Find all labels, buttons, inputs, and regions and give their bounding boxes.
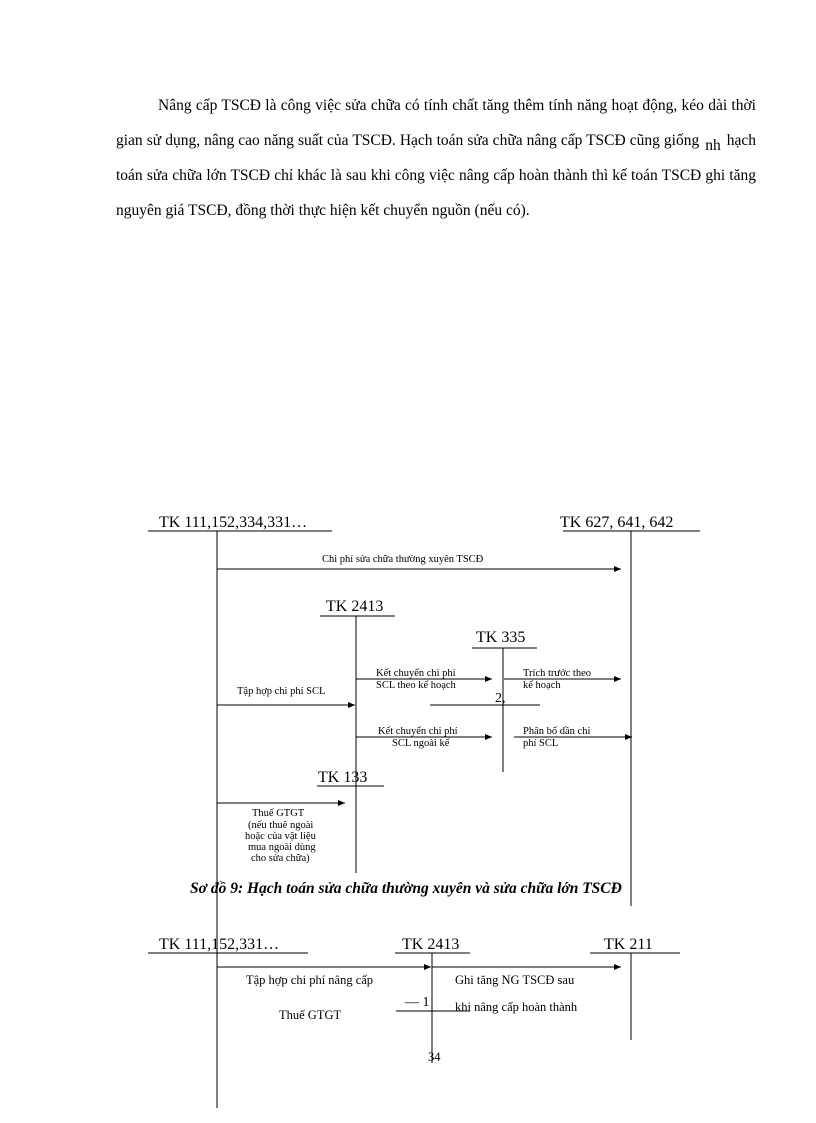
d2-label-increase-1: Ghi tăng NG TSCĐ sau bbox=[455, 973, 575, 987]
d2-label-increase-2: khi nâng cấp hoàn thành bbox=[455, 1000, 578, 1014]
d2-fragment: –– 1 bbox=[405, 995, 430, 1010]
paragraph-fragment: nh bbox=[705, 137, 721, 154]
tk335-label: TK 335 bbox=[476, 629, 526, 646]
d2-tk211-label: TK 211 bbox=[604, 936, 653, 953]
label-accrue-1: Trích trước theo bbox=[523, 668, 592, 679]
label-collect-scl: Tập hợp chi phí SCL bbox=[237, 686, 326, 697]
label-transfer-unplanned-2: SCL ngoài kế bbox=[392, 738, 450, 749]
page-number: 34 bbox=[428, 1050, 441, 1064]
tk2413-label: TK 2413 bbox=[326, 598, 384, 615]
fragment-2: 2, bbox=[495, 691, 506, 706]
label-regular-repair: Chi phí sửa chữa thường xuyên TSCĐ bbox=[322, 554, 484, 565]
label-transfer-plan-2: SCL theo kế hoạch bbox=[376, 680, 456, 691]
label-vat-3: hoặc của vật liệu bbox=[245, 831, 316, 842]
label-vat-1: Thuế GTGT bbox=[252, 808, 305, 819]
paragraph-text-part-2: hạch toán sửa chữa lớn TSCĐ chỉ khác là sau khi công việc nâng cấp hoàn thành thì kế toán TSCĐ ghi tăng nguyên giá TSCĐ, đồng thời thực hiện kết chuyển nguồn (nếu có). bbox=[116, 132, 756, 219]
label-allocate-2: phí SCL bbox=[523, 738, 559, 749]
d2-tk2413-label: TK 2413 bbox=[402, 936, 460, 953]
diagram-caption: Sơ đồ 9: Hạch toán sửa chữa thường xuyên và sửa chữa lớn TSCĐ bbox=[190, 880, 622, 897]
tk133-label: TK 133 bbox=[318, 769, 368, 786]
d2-label-vat: Thuế GTGT bbox=[279, 1008, 342, 1022]
label-transfer-unplanned-1: Kết chuyển chi phí bbox=[378, 726, 458, 737]
label-transfer-plan-1: Kết chuyển chi phí bbox=[376, 668, 456, 679]
label-vat-4: mua ngoài dùng bbox=[248, 842, 316, 853]
tk627-label: TK 627, 641, 642 bbox=[560, 514, 674, 531]
tk111-label: TK 111,152,334,331… bbox=[159, 514, 308, 531]
label-allocate-1: Phân bổ dần chi bbox=[523, 726, 591, 737]
label-accrue-2: kế hoạch bbox=[523, 680, 561, 691]
paragraph-text-part-1: Nâng cấp TSCĐ là công việc sửa chữa có tính chất tăng thêm tính năng hoạt động, kéo dài thời gian sử dụng, nâng cao năng suất của TSCĐ. Hạch toán sửa chữa nâng cấp TSCĐ cũng giống bbox=[116, 97, 756, 149]
diagram-2 bbox=[148, 953, 680, 1108]
diagram-1 bbox=[148, 531, 700, 1108]
diagram-2-text bbox=[159, 936, 653, 1064]
label-vat-2: (nếu thuê ngoài bbox=[248, 820, 314, 831]
d2-tk111-label: TK 111,152,331… bbox=[159, 936, 280, 953]
d2-label-collect-upgrade: Tập hợp chi phí nâng cấp bbox=[246, 973, 374, 987]
label-vat-5: cho sửa chữa) bbox=[251, 853, 310, 864]
